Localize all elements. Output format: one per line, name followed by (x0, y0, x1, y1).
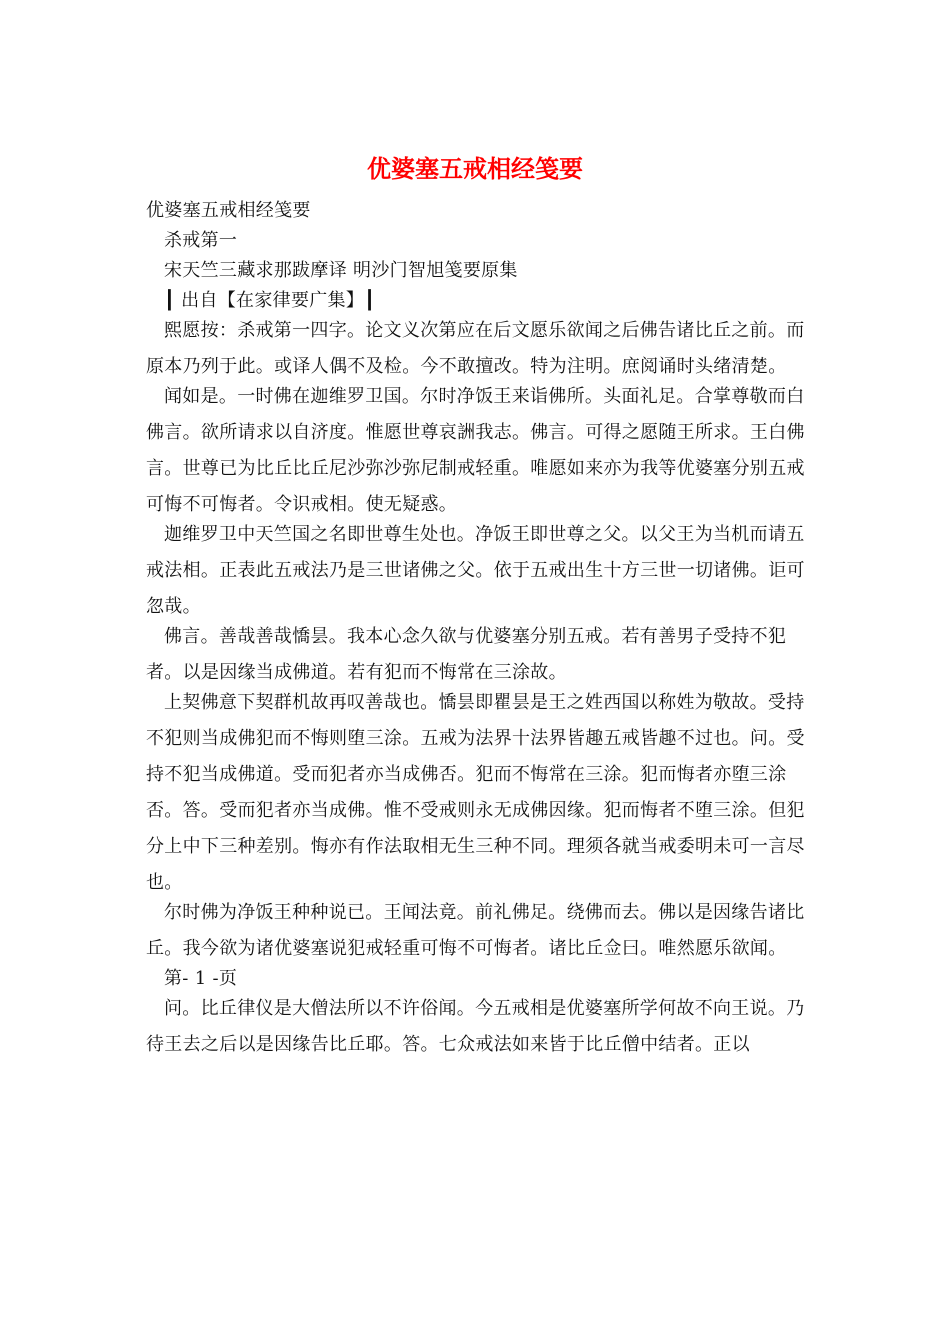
page-number: 第- 1 -页 (164, 968, 238, 989)
paragraph-translator: 宋天竺三藏求那跋摩译 明沙门智旭笺要原集 (164, 260, 518, 281)
paragraph-sutra-3: 尔时佛为净饭王种种说已。王闻法竟。前礼佛足。绕佛而去。佛以是因缘告诸比丘。我今欲为诸优婆塞说犯戒轻重可悔不可悔者。诸比丘佥曰。唯然愿乐欲闻。 (146, 902, 805, 959)
paragraph-sutra-1: 闻如是。一时佛在迦维罗卫国。尔时净饭王来诣佛所。头面礼足。合掌尊敬而白佛言。欲所请求以自济度。惟愿世尊哀詶我志。佛言。可得之愿随王所求。王白佛言。世尊已为比丘比丘尼沙弥沙弥尼制戒轻重。唯愿如来亦为我等优婆塞分别五戒可悔不可悔者。令识戒相。使无疑惑。 (146, 386, 805, 515)
paragraph-sutra-2: 佛言。善哉善哉憍昙。我本心念久欲与优婆塞分别五戒。若有善男子受持不犯者。以是因缘当成佛道。若有犯而不悔常在三涂故。 (146, 626, 787, 683)
document-body (146, 199, 810, 1063)
paragraph-commentary-3: 问。比丘律仪是大僧法所以不许俗闻。今五戒相是优婆塞所学何故不向王说。乃待王去之后以是因缘告比丘耶。答。七众戒法如来皆于比丘僧中结者。正以 (146, 998, 805, 1055)
paragraph-commentary-1: 迦维罗卫中天竺国之名即世尊生处也。净饭王即世尊之父。以父王为当机而请五戒法相。正表此五戒法乃是三世诸佛之父。依于五戒出生十方三世一切诸佛。讵可忽哉。 (146, 524, 805, 617)
document-title: 优婆塞五戒相经笺要 (367, 154, 583, 183)
paragraph-source: ┃ 出自【在家律要广集】┃ (164, 290, 376, 311)
paragraph-note: 熙愿按：杀戒第一四字。论文义次第应在后文愿乐欲闻之后佛告诸比丘之前。而原本乃列于此。或译人偶不及检。今不敢擅改。特为注明。庶阅诵时头绪清楚。 (146, 320, 805, 377)
paragraph-commentary-2: 上契佛意下契群机故再叹善哉也。憍昙即瞿昙是王之姓西国以称姓为敬故。受持不犯则当成佛犯而不悔则堕三涂。五戒为法界十法界皆趣五戒皆趣不过也。问。受持不犯当成佛道。受而犯者亦当成佛否。犯而不悔常在三涂。犯而悔者亦堕三涂否。答。受而犯者亦当成佛。惟不受戒则永无成佛因缘。犯而悔者不堕三涂。但犯分上中下三种差别。悔亦有作法取相无生三种不同。理须各就当戒委明未可一言尽也。 (146, 692, 805, 893)
paragraph-chapter: 杀戒第一 (164, 230, 238, 251)
paragraph-heading: 优婆塞五戒相经笺要 (146, 200, 311, 221)
